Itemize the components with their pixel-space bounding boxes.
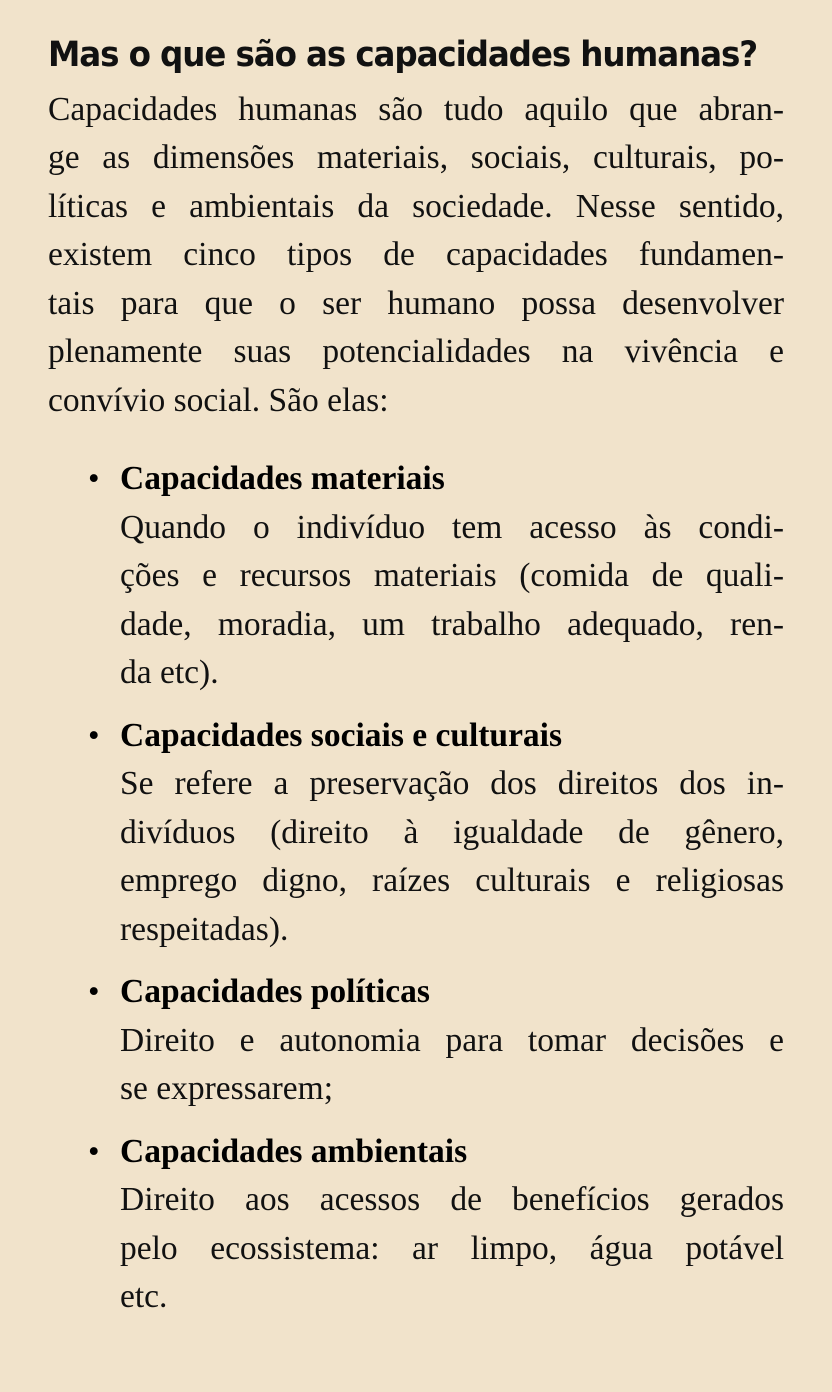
intro-paragraph — [48, 86, 784, 426]
item-title: Capacidades ambientais — [120, 1132, 468, 1170]
text-line: dade, moradia, um trabalho adequado, ren- — [120, 605, 784, 643]
text-line: Direito aos acessos de benefícios gerados — [120, 1181, 784, 1219]
list-item-politicas — [88, 968, 784, 1114]
list-item-materiais — [88, 455, 784, 698]
bullet-icon: • — [88, 717, 100, 754]
text-line: existem cinco tipos de capacidades fundamen- — [48, 236, 784, 274]
bullet-icon: • — [88, 974, 100, 1011]
text-line: ções e recursos materiais (comida de quali- — [120, 557, 784, 595]
item-description — [120, 760, 784, 954]
text-line: líticas e ambientais da sociedade. Nesse sentido, — [48, 187, 784, 225]
text-line: Direito e autonomia para tomar decisões e — [120, 1021, 784, 1059]
item-description — [120, 1176, 784, 1322]
list-item-ambientais — [88, 1128, 784, 1322]
text-line: ge as dimensões materiais, sociais, culturais, po- — [48, 139, 784, 177]
text-line: etc. — [120, 1278, 168, 1316]
text-line: emprego digno, raízes culturais e religiosas — [120, 862, 784, 900]
text-line: plenamente suas potencialidades na vivência e — [48, 333, 784, 371]
text-line: convívio social. São elas: — [48, 381, 389, 419]
text-line: divíduos (direito à igualdade de gênero, — [120, 813, 784, 851]
text-line: Quando o indivíduo tem acesso às condi- — [120, 508, 784, 546]
text-line: Capacidades humanas são tudo aquilo que abran- — [48, 90, 784, 128]
text-line: respeitadas). — [120, 910, 289, 948]
item-description — [120, 1017, 784, 1114]
text-line: Se refere a preservação dos direitos dos in- — [120, 765, 784, 803]
item-description — [120, 504, 784, 698]
page-title: Mas o que são as capacidades humanas? — [48, 35, 758, 75]
text-line: se expressarem; — [120, 1070, 334, 1108]
text-line: da etc). — [120, 654, 219, 692]
bullet-icon: • — [88, 461, 100, 498]
item-title: Capacidades materiais — [120, 460, 445, 498]
text-line: tais para que o ser humano possa desenvolver — [48, 284, 784, 322]
list-item-sociais-culturais — [88, 712, 784, 955]
item-title: Capacidades sociais e culturais — [120, 716, 563, 754]
item-title: Capacidades políticas — [120, 973, 430, 1011]
bullet-icon: • — [88, 1133, 100, 1170]
text-line: pelo ecossistema: ar limpo, água potável — [120, 1229, 784, 1267]
capacities-list — [48, 455, 784, 1322]
